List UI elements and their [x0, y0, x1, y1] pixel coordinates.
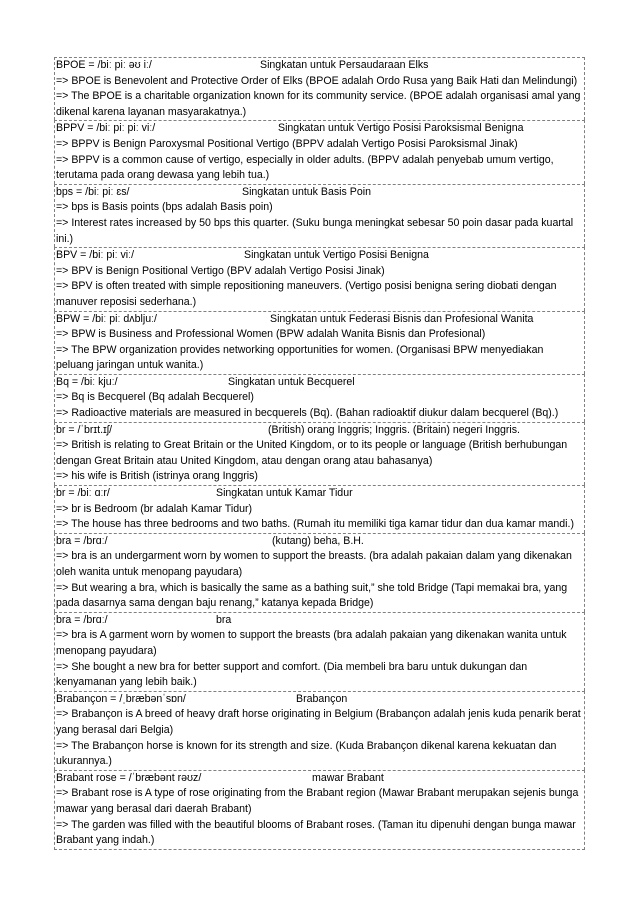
entry-header — [56, 312, 583, 328]
entry-example-line: => The BPW organization provides networking opportunities for women. (Organisasi BPW menyediakan peluang jaringan untuk wanita.) — [56, 343, 544, 372]
entry-header — [56, 248, 583, 264]
entry-headword: bra = /brɑː/ — [56, 534, 108, 547]
entry-example-line: => bps is Basis points (bps adalah Basis poin) — [56, 201, 273, 214]
dictionary-entry — [54, 120, 585, 183]
entry-headword: BPOE = /biː piː əʊ iː/ — [56, 59, 152, 71]
entry-example-line: => Brabant rose is A type of rose originating from the Brabant region (Mawar Brabant merupakan sejenis bunga mawar yang berasal dari daerah Brabant) — [56, 787, 579, 815]
entry-header — [56, 58, 583, 74]
dictionary-list — [54, 57, 585, 850]
dictionary-entry — [54, 57, 585, 120]
entry-header — [56, 613, 583, 629]
entry-headword: bra = /brɑː/ — [56, 613, 108, 626]
dictionary-entry — [54, 485, 585, 533]
entry-definition: Singkatan untuk Vertigo Posisi Benigna — [244, 249, 429, 262]
entry-definition: Singkatan untuk Kamar Tidur — [216, 487, 353, 500]
entry-definition: mawar Brabant — [312, 771, 384, 784]
entry-definition: Brabançon — [296, 692, 348, 705]
entry-headword: BPW = /biː piː dʌbljuː/ — [56, 312, 157, 325]
entry-example-line: => BPW is Business and Professional Women (BPW adalah Wanita Bisnis dan Profesional) — [56, 328, 486, 341]
entry-definition: Singkatan untuk Vertigo Posisi Paroksismal Benigna — [278, 122, 524, 135]
entry-header — [56, 121, 583, 137]
entry-definition: Singkatan untuk Basis Poin — [242, 185, 371, 198]
entry-header — [56, 692, 583, 708]
entry-example-line: => BPOE is Benevolent and Protective Order of Elks (BPOE adalah Ordo Rusa yang Baik Hati dan Melindungi) — [56, 74, 578, 87]
entry-headword: BPV = /biː piː viː/ — [56, 249, 135, 262]
entry-definition: Singkatan untuk Becquerel — [228, 375, 355, 388]
entry-definition: (British) orang Inggris; Inggris. (Britain) negeri Inggris. — [268, 423, 520, 436]
entry-header — [56, 375, 583, 391]
dictionary-entry — [54, 770, 585, 850]
entry-example-line: => BPV is often treated with simple repositioning maneuvers. (Vertigo posisi benigna sering diobati dengan manuver reposisi sederhana.) — [56, 280, 557, 308]
entry-definition: Singkatan untuk Federasi Bisnis dan Profesional Wanita — [270, 312, 534, 325]
entry-example-line: => Radioactive materials are measured in becquerels (Bq). (Bahan radioaktif diukur dalam becquerel (Bq).) — [56, 407, 559, 420]
entry-headword: BPPV = /biː piː piː viː/ — [56, 122, 156, 135]
dictionary-entry — [54, 691, 585, 770]
entry-example-line: => Interest rates increased by 50 bps this quarter. (Suku bunga meningkat sebesar 50 poin dasar pada kuartal ini.) — [56, 216, 574, 245]
entry-example-line: => But wearing a bra, which is basically the same as a bathing suit,” she told Bridge (Tapi memakai bra, yang pada dasarnya sama dengan baju renang,” katanya kepada Bridge) — [56, 581, 568, 610]
entry-example-line: => The garden was filled with the beautiful blooms of Brabant roses. (Taman itu dipenuhi dengan bunga mawar Brabant yang indah.) — [56, 818, 576, 847]
entry-example-line: => The house has three bedrooms and two baths. (Rumah itu memiliki tiga kamar tidur dan dua kamar mandi.) — [56, 518, 574, 531]
entry-example-line: => British is relating to Great Britain or the United Kingdom, or to its people or language (British berhubungan dengan Great Britain atau United Kingdom, atau dengan orang atau bahasanya) — [56, 439, 568, 467]
entry-headword: bps = /biː piː ɛs/ — [56, 185, 130, 198]
entry-headword: Brabant rose = /ˈbræbənt rəʊz/ — [56, 771, 202, 784]
dictionary-entry — [54, 311, 585, 374]
entry-example-line: => BPPV is Benign Paroxysmal Positional Vertigo (BPPV adalah Vertigo Posisi Paroksismal Jinak) — [56, 137, 518, 150]
entry-example-line: => bra is A garment worn by women to support the breasts (bra adalah pakaian yang dikenakan wanita untuk menopang payudara) — [56, 629, 567, 657]
dictionary-entry — [54, 184, 585, 247]
entry-headword: Bq = /biː kjuː/ — [56, 375, 118, 388]
entry-header — [56, 423, 583, 439]
entry-header — [56, 771, 583, 787]
entry-headword: br = /ˈbrɪt.ɪʃ/ — [56, 423, 113, 436]
entry-definition: bra — [216, 613, 232, 626]
entry-header — [56, 486, 583, 502]
entry-headword: br = /biː ɑːr/ — [56, 487, 110, 500]
entry-example-line: => Bq is Becquerel (Bq adalah Becquerel) — [56, 391, 254, 404]
entry-example-line: => The BPOE is a charitable organization known for its community service. (BPOE adalah organisasi amal yang dikenal karena layanan masyarakatnya.) — [56, 90, 581, 118]
entry-definition: (kutang) beha, B.H. — [272, 534, 364, 547]
entry-example-line: => br is Bedroom (br adalah Kamar Tidur) — [56, 502, 253, 515]
entry-definition: Singkatan untuk Persaudaraan Elks — [260, 59, 429, 71]
dictionary-entry — [54, 247, 585, 310]
entry-example-line: => She bought a new bra for better support and comfort. (Dia membeli bra baru untuk dukungan dan kenyamanan yang lebih baik.) — [56, 660, 528, 689]
entry-example-line: => BPPV is a common cause of vertigo, especially in older adults. (BPPV adalah penyebab umum vertigo, terutama pada orang dewasa yang lebih tua.) — [56, 153, 554, 182]
entry-header — [56, 185, 583, 201]
entry-example-line: => BPV is Benign Positional Vertigo (BPV adalah Vertigo Posisi Jinak) — [56, 264, 385, 277]
entry-header — [56, 534, 583, 550]
entry-example-line: => bra is an undergarment worn by women to support the breasts. (bra adalah pakaian dalam yang dikenakan oleh wanita untuk menopang payudara) — [56, 550, 572, 578]
entry-example-line: => Brabançon is A breed of heavy draft horse originating in Belgium (Brabançon adalah jenis kuda penarik berat yang berasal dari Belgia) — [56, 708, 581, 736]
dictionary-entry — [54, 422, 585, 485]
entry-headword: Brabançon = /ˌbræbənˈsɒn/ — [56, 692, 186, 705]
dictionary-entry — [54, 374, 585, 422]
dictionary-entry — [54, 533, 585, 612]
entry-example-line: => his wife is British (istrinya orang Inggris) — [56, 470, 258, 483]
dictionary-entry — [54, 612, 585, 691]
entry-example-line: => The Brabançon horse is known for its strength and size. (Kuda Brabançon dikenal karena kekuatan dan ukurannya.) — [56, 739, 557, 768]
